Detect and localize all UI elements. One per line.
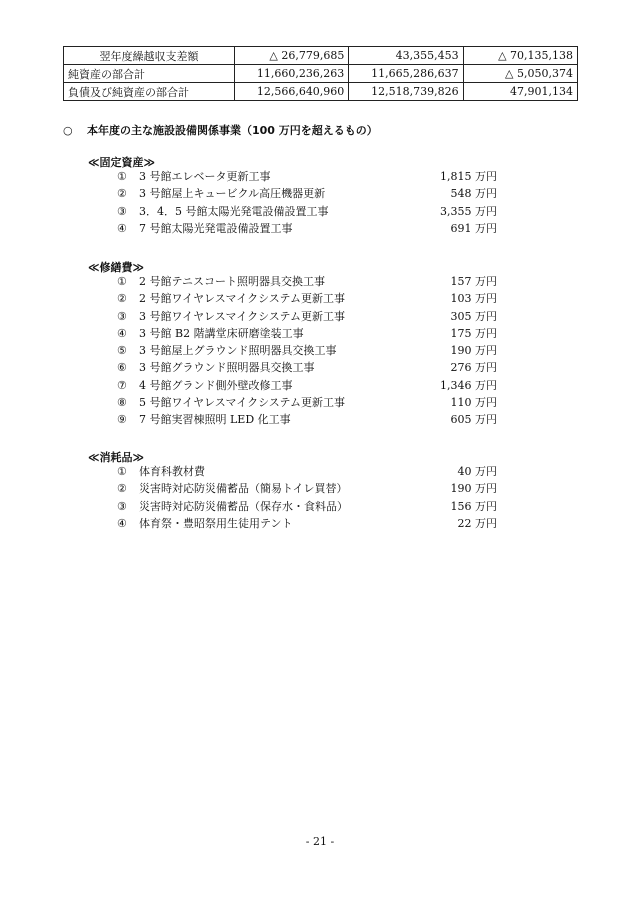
item-amount: 1,815 万円 — [440, 170, 497, 183]
item-number: ① — [117, 275, 127, 288]
item-number: ① — [117, 170, 127, 183]
list-item — [117, 308, 497, 325]
list-item — [117, 463, 497, 480]
item-amount: 40 万円 — [457, 465, 497, 478]
item-amount: 175 万円 — [450, 326, 497, 340]
row-label: 純資産の部合計 — [64, 65, 235, 83]
section-title: 本年度の主な施設設備関係事業（100 万円を超えるもの） — [87, 124, 378, 137]
table-row — [64, 65, 578, 83]
page-number: - 21 - — [305, 835, 335, 848]
item-number: ② — [117, 482, 127, 496]
item-text: 2 号館テニスコート照明器具交換工事 — [139, 275, 326, 288]
row-value-3: △ 5,050,374 — [463, 65, 577, 83]
row-value-3: △ 70,135,138 — [463, 47, 577, 65]
item-amount: 3,355 万円 — [440, 204, 497, 218]
item-number: ④ — [117, 516, 127, 530]
circle-bullet-icon: ○ — [63, 124, 73, 137]
list-item — [117, 290, 497, 307]
item-amount: 691 万円 — [450, 221, 497, 235]
row-value-1: 11,660,236,263 — [234, 65, 348, 83]
list-item — [117, 480, 497, 497]
item-text: 2 号館ワイヤレスマイクシステム更新工事 — [139, 292, 345, 306]
list-item — [117, 220, 497, 237]
list-item — [117, 411, 497, 428]
item-text: 7 号館実習棟照明 LED 化工事 — [139, 413, 291, 427]
repairs-list — [117, 273, 497, 429]
category-heading-repairs: ≪修繕費≫ — [88, 261, 145, 274]
balance-summary-table — [63, 46, 578, 101]
item-number: ④ — [117, 221, 127, 235]
row-label: 負債及び純資産の部合計 — [64, 83, 235, 101]
item-amount: 305 万円 — [450, 309, 497, 323]
row-value-2: 43,355,453 — [349, 47, 463, 65]
item-amount: 190 万円 — [450, 344, 497, 358]
item-text: 5 号館ワイヤレスマイクシステム更新工事 — [139, 396, 345, 410]
row-value-1: 12,566,640,960 — [234, 83, 348, 101]
item-amount: 103 万円 — [450, 292, 497, 306]
table-row — [64, 83, 578, 101]
item-amount: 1,346 万円 — [440, 378, 497, 392]
item-text: 3 号館ワイヤレスマイクシステム更新工事 — [139, 309, 345, 323]
row-label: 翌年度繰越収支差額 — [64, 47, 235, 65]
item-number: ② — [117, 292, 127, 306]
item-number: ⑨ — [117, 413, 127, 427]
item-number: ③ — [117, 204, 127, 218]
table-row — [64, 47, 578, 65]
list-item — [117, 498, 497, 515]
item-amount: 156 万円 — [450, 499, 497, 513]
item-number: ⑦ — [117, 378, 127, 392]
row-value-1: △ 26,779,685 — [234, 47, 348, 65]
row-value-2: 11,665,286,637 — [349, 65, 463, 83]
item-amount: 548 万円 — [450, 187, 497, 201]
list-item — [117, 185, 497, 202]
category-heading-consumables: ≪消耗品≫ — [88, 451, 145, 464]
row-value-3: 47,901,134 — [463, 83, 577, 101]
item-text: 3 号館屋上グラウンド照明器具交換工事 — [139, 344, 337, 358]
item-amount: 276 万円 — [450, 361, 497, 375]
item-text: 災害時対応防災備蓄品（簡易トイレ買替） — [139, 482, 348, 496]
item-number: ⑤ — [117, 344, 127, 358]
list-item — [117, 515, 497, 532]
item-number: ③ — [117, 499, 127, 513]
list-item — [117, 325, 497, 342]
list-item — [117, 342, 497, 359]
item-number: ② — [117, 187, 127, 201]
list-item — [117, 168, 497, 185]
item-amount: 190 万円 — [450, 482, 497, 496]
row-value-2: 12,518,739,826 — [349, 83, 463, 101]
item-text: 3 号館 B2 階講堂床研磨塗装工事 — [139, 326, 304, 340]
list-item — [117, 203, 497, 220]
section-heading — [63, 122, 378, 138]
item-text: 4 号館グランド側外壁改修工事 — [139, 378, 293, 392]
category-heading-fixed-assets: ≪固定資産≫ — [88, 156, 156, 169]
item-text: 3．4．5 号館太陽光発電設備設置工事 — [139, 204, 329, 218]
item-amount: 22 万円 — [457, 516, 497, 530]
item-number: ⑥ — [117, 361, 127, 375]
item-number: ③ — [117, 309, 127, 323]
item-text: 災害時対応防災備蓄品（保存水・食料品） — [139, 499, 348, 513]
fixed-assets-list — [117, 168, 497, 237]
list-item — [117, 359, 497, 376]
item-text: 3 号館グラウンド照明器具交換工事 — [139, 361, 315, 375]
item-amount: 110 万円 — [450, 396, 497, 410]
item-number: ⑧ — [117, 396, 127, 410]
consumables-list — [117, 463, 497, 532]
item-amount: 605 万円 — [450, 413, 497, 427]
item-text: 3 号館エレベータ更新工事 — [139, 170, 271, 183]
list-item — [117, 394, 497, 411]
item-amount: 157 万円 — [450, 275, 497, 288]
item-number: ① — [117, 465, 127, 478]
item-number: ④ — [117, 326, 127, 340]
item-text: 体育科教材費 — [139, 465, 205, 478]
item-text: 体育祭・豊昭祭用生徒用テント — [139, 516, 293, 530]
item-text: 3 号館屋上キュービクル高圧機器更新 — [139, 187, 326, 201]
list-item — [117, 377, 497, 394]
list-item — [117, 273, 497, 290]
item-text: 7 号館太陽光発電設備設置工事 — [139, 221, 293, 235]
